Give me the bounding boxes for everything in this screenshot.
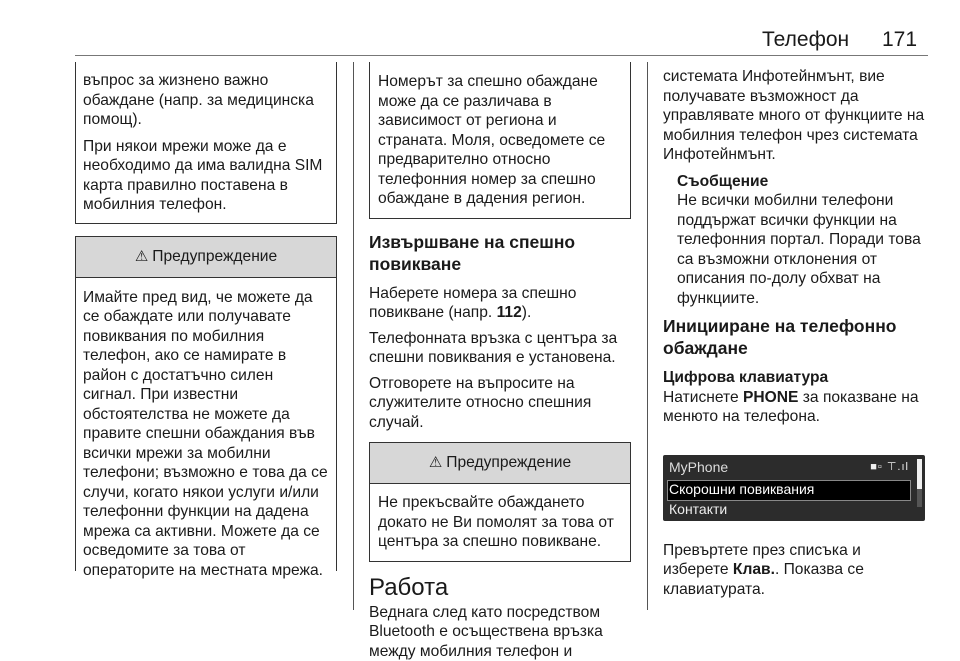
warning-text-2: Не прекъсвайте обаждането докато не Ви помолят за това от центъра за спешно повикване. — [370, 484, 630, 561]
warning-title-2: Предупреждение — [446, 454, 571, 471]
page-number: 171 — [882, 28, 917, 52]
emergency-call-heading: Извършване на спешно повикване — [369, 231, 631, 275]
emergency-number-box — [369, 62, 631, 219]
warning-icon: ⚠ — [429, 443, 442, 483]
continued-box — [75, 62, 337, 224]
note-text: Не всички мобилни телефони поддържат всички функции на телефонния портал. Поради това са възможни отклонения от описания по-долу обхват на функциите. — [677, 191, 928, 308]
initiate-call-heading: Иницииране на телефонно обаждане — [663, 315, 928, 359]
col2-para3: Отговорете на въпросите на служителите относно спешния случай. — [369, 374, 631, 433]
warning-box-2 — [369, 442, 631, 562]
header-rule — [75, 55, 928, 56]
col2-box-text: Номерът за спешно обаждане може да се различава в зависимост от региона и страната. Моля, осведомете се предварително относно телефонния номер за спешно обаждане в дадения регион. — [378, 72, 624, 209]
column-divider-2 — [647, 62, 648, 610]
col3-para3-end: . Показва се клавиатурата. — [663, 561, 864, 598]
column-divider-1 — [353, 62, 354, 610]
note-title: Съобщение — [677, 172, 928, 192]
scrollbar[interactable] — [917, 459, 922, 489]
col3-para2 — [663, 388, 928, 427]
col3-para3-text: Превъртете през списъка и изберете — [663, 542, 861, 579]
warning-box-1 — [75, 236, 337, 571]
phone-key: PHONE — [743, 389, 798, 406]
operation-heading: Работа — [369, 574, 631, 602]
col2-para1 — [369, 284, 631, 323]
col2-para4: Веднага след като посредством Bluetooth е осъществена връзка между мобилния телефон и — [369, 603, 631, 661]
column-2 — [369, 62, 631, 661]
warning-text-1: Имайте пред вид, че можете да се обаждате или получавате повиквания по мобилния телефон, ако се намирате в район с достатъчно силен сигнал. При известни обстоятелства не можете да правите спешни обаждания във всички мрежи за мобилни телефони; възможно е това да се случи, когато някои услуги и/или телефонни функции на дадена мрежа са активни. Можете да се осведомите за това от операторите на местната мрежа. — [76, 278, 336, 581]
section-title: Телефон — [762, 28, 849, 52]
status-icons: ■▫ ⊤.ıl — [870, 460, 909, 473]
warning-header-1 — [76, 237, 336, 278]
col3-para2-text: Натиснете — [663, 389, 743, 406]
col3-para2-end: за показване на менюто на телефона. — [663, 389, 919, 426]
col2-para1-text: Наберете номера за спешно повикване (напр. — [369, 285, 576, 322]
emergency-number: 112 — [497, 304, 522, 321]
keypad-subheading: Цифрова клавиатура — [663, 368, 928, 388]
screen-title: MyPhone — [669, 459, 728, 475]
col2-para2: Телефонната връзка с центъра за спешни повиквания е установена. — [369, 329, 631, 368]
note-block — [663, 172, 928, 309]
menu-item-recent-calls[interactable]: Скорошни повиквания — [669, 481, 814, 497]
keypad-key: Клав. — [733, 561, 775, 578]
col2-para1-end: ). — [522, 304, 532, 321]
col1-para2: При някои мрежи може да е необходимо да има валидна SIM карта правилно поставена в мобилния телефон. — [83, 137, 330, 215]
warning-icon: ⚠ — [135, 237, 148, 277]
warning-title-1: Предупреждение — [152, 248, 277, 265]
warning-header-2 — [370, 443, 630, 484]
phone-menu-screen — [663, 455, 925, 521]
col3-para3 — [663, 541, 928, 600]
column-3 — [663, 62, 928, 599]
col1-para1: въпрос за жизнено важно обаждане (напр. за медицинска помощ). — [83, 71, 330, 130]
column-1 — [75, 62, 337, 571]
col3-para1: системата Инфотейнмънт, вие получавате възможност да управлявате много от функциите на мобилния телефон чрез системата Инфотейнмънт. — [663, 67, 928, 165]
menu-item-contacts[interactable]: Контакти — [669, 501, 727, 517]
